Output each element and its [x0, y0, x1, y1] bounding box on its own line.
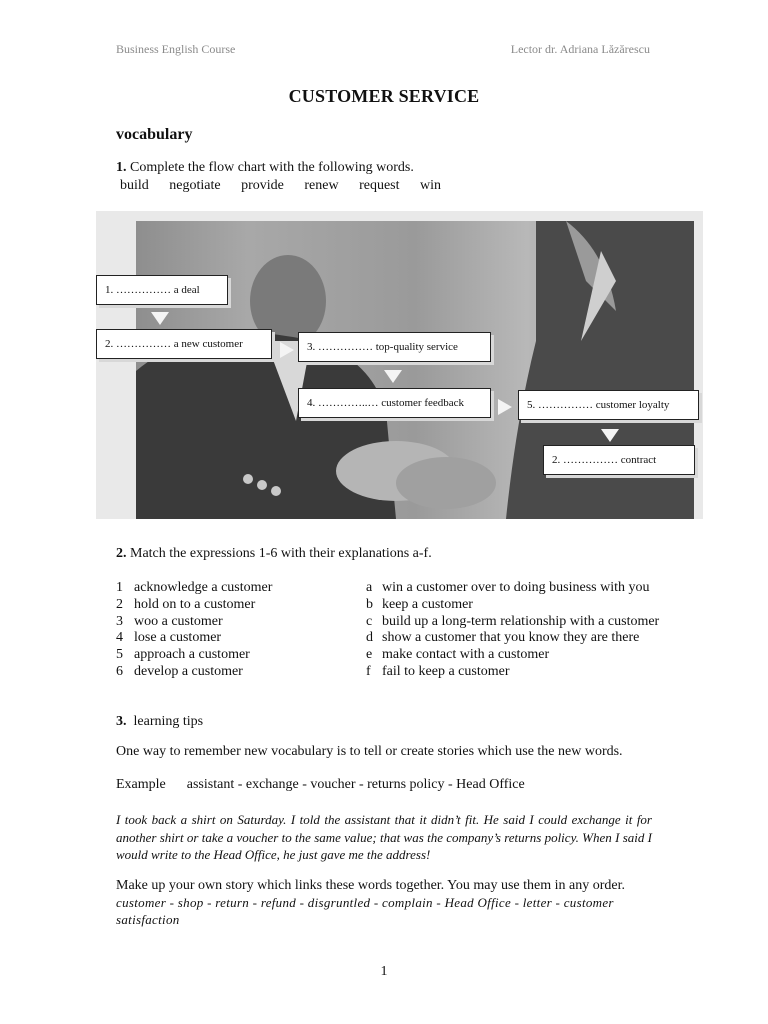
word-bank-item: negotiate — [169, 178, 221, 193]
exercise-2-text: Match the expressions 1-6 with their explanations a-f. — [130, 546, 432, 561]
exercise-2-instruction — [116, 546, 432, 562]
example-line — [116, 777, 525, 793]
word-bank-item: request — [359, 178, 400, 193]
example-label: Example — [116, 777, 166, 792]
list-item: c build up a long-term relationship with a customer — [366, 613, 660, 629]
list-item: e make contact with a customer — [366, 647, 550, 663]
arrow-down-icon — [384, 370, 402, 383]
example-words: assistant - exchange - voucher - returns policy - Head Office — [186, 777, 525, 792]
arrow-right-icon — [498, 399, 512, 415]
flowchart-box-2: 2. …………… a new customer — [96, 329, 272, 359]
header-course-name: Business English Course — [116, 42, 236, 56]
arrow-down-icon — [601, 429, 619, 442]
exercise-3-heading — [116, 714, 203, 730]
list-item: 5 approach a customer — [116, 647, 250, 663]
section-heading: vocabulary — [116, 126, 193, 143]
word-bank-item: build — [120, 178, 149, 193]
expressions-list — [116, 580, 272, 681]
list-item: b keep a customer — [366, 596, 473, 612]
word-bank-item: renew — [304, 178, 339, 193]
exercise-2-number: 2. — [116, 546, 127, 561]
flowchart-box-4: 4. …………..… customer feedback — [298, 388, 491, 418]
flowchart-box-6: 2. …………… contract — [543, 445, 695, 475]
exercise-1-number: 1. — [116, 160, 127, 175]
list-item: 2 hold on to a customer — [116, 596, 256, 612]
word-bank — [120, 178, 458, 194]
word-bank-item: provide — [241, 178, 284, 193]
page-number: 1 — [380, 964, 388, 979]
list-item: d show a customer that you know they are there — [366, 630, 640, 646]
exercise-3-number: 3. — [116, 714, 127, 729]
flowchart-box-1: 1. …………… a deal — [96, 275, 228, 305]
exercise-3-intro: One way to remember new vocabulary is to tell or create stories which use the new words. — [116, 744, 623, 759]
exercise-1-instruction — [116, 160, 414, 176]
list-item: a win a customer over to doing business with you — [366, 580, 650, 595]
list-item: 1 acknowledge a customer — [116, 580, 273, 595]
exercise-3-task — [116, 878, 656, 928]
list-item: f fail to keep a customer — [366, 663, 510, 679]
arrow-down-icon — [151, 312, 169, 325]
word-bank-item: win — [420, 178, 441, 193]
task-words: customer - shop - return - refund - disgruntled - complain - Head Office - letter - customer satisfaction — [116, 895, 614, 927]
flowchart-box-5: 5. …………… customer loyalty — [518, 390, 699, 420]
list-item: 6 develop a customer — [116, 663, 243, 679]
explanations-list — [366, 580, 659, 681]
header-author: Lector dr. Adriana Lăzărescu — [510, 42, 650, 56]
exercise-3-title: learning tips — [133, 714, 204, 729]
list-item: 4 lose a customer — [116, 630, 222, 646]
list-item: 3 woo a customer — [116, 613, 223, 629]
exercise-1-text: Complete the flow chart with the following words. — [130, 160, 414, 175]
flowchart-box-3: 3. …………… top-quality service — [298, 332, 491, 362]
arrow-right-icon — [280, 342, 294, 358]
page-title: CUSTOMER SERVICE — [288, 86, 480, 106]
example-story: I took back a shirt on Saturday. I told the assistant that it didn’t fit. He said I could exchange it for another shirt or take a voucher to the same value; that was the company’s returns policy. When I said I would write to the Head Office, he just gave me the address! — [116, 812, 652, 862]
task-instruction: Make up your own story which links these words together. You may use them in any order. — [116, 878, 625, 893]
handshake-photo-flowchart — [96, 211, 703, 519]
